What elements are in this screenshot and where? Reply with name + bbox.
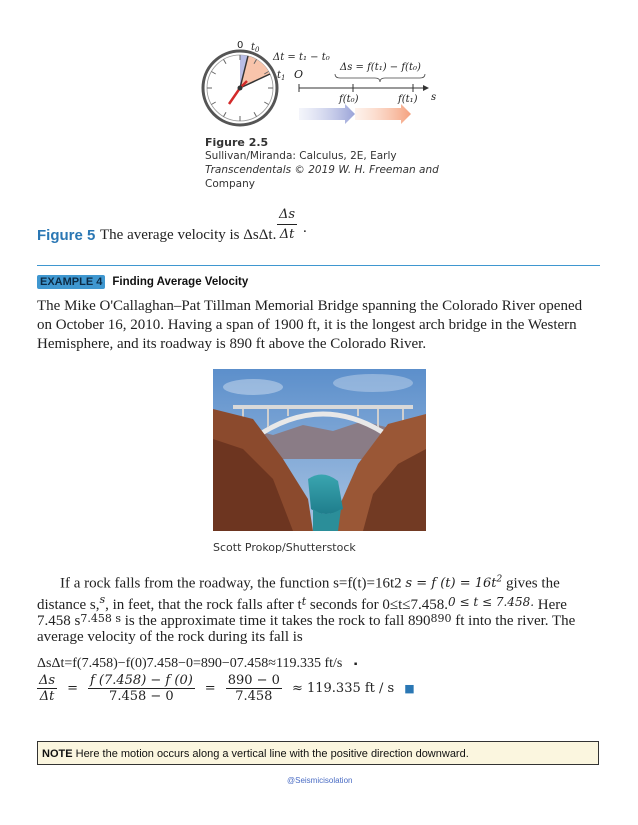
equation-typeset	[37, 673, 415, 704]
eq-frac-2-num: f (7.458) − f (0)	[89, 673, 193, 688]
note-label: NOTE	[42, 748, 73, 760]
note-box	[37, 741, 599, 765]
body-line-1-tail: gives the	[505, 575, 560, 592]
body-line-3-m1: 7.458 s	[80, 612, 121, 625]
eq-frac-1-num: Δs	[39, 673, 56, 688]
eq-frac-2-den: 7.458 − 0	[109, 689, 174, 704]
section-divider	[37, 265, 600, 266]
bridge-photo	[213, 369, 426, 531]
example-paragraph-line: Hemisphere, and its roadway is 890 ft above the Colorado River.	[37, 336, 427, 352]
body-line-2-c: seconds for 0≤t≤7.458.	[309, 597, 449, 613]
eq-frac-3	[226, 673, 282, 704]
figure-caption-line-3: Company	[205, 178, 255, 190]
body-line-2-m2: t	[301, 595, 307, 608]
f-t0-label: f(t₀)	[339, 94, 359, 105]
note-text: Here the motion occurs along a vertical line with the positive direction downward.	[75, 748, 469, 760]
orange-arrow	[355, 104, 411, 124]
equation-end-mark: ▪	[353, 659, 358, 670]
clock-diagram	[195, 36, 445, 136]
delta-s-label: Δs = f(t₁) − f(t₀)	[340, 62, 421, 73]
f-t1-label: f(t₁)	[398, 94, 418, 105]
eq-frac-3-den: 7.458	[235, 689, 273, 704]
photo-credit: Scott Prokop/Shutterstock	[213, 541, 356, 554]
eq-frac-2	[88, 673, 195, 704]
body-line-1-math: s = f $(t) = 16t^2$	[405, 575, 503, 592]
delta-t-label: Δt = t₁ − t₀	[273, 52, 330, 63]
body-line-4: average velocity of the rock during its fall is	[37, 629, 303, 645]
figure5-trail: .	[303, 220, 307, 236]
s-axis-label: s	[431, 92, 437, 103]
eq-equals-1: =	[67, 681, 78, 696]
clock-label-t1: $t_1$	[277, 70, 286, 82]
body-line-2-d: Here	[537, 597, 567, 613]
figure5-fraction	[277, 205, 297, 244]
clock-label-t0: $t_0$	[251, 42, 260, 54]
body-line-2-m1: s	[99, 593, 106, 606]
equation-text-value: ΔsΔt=f(7.458)−f(0)7.458−0=890−07.458≈119.335 ft/s	[37, 656, 343, 671]
equation-text	[37, 654, 357, 674]
watermark: @Seismicisolation	[287, 776, 353, 785]
figure-caption-title: Figure 2.5	[205, 136, 269, 149]
eq-frac-3-num: 890 − 0	[227, 673, 280, 688]
body-line-3-a: 7.458 s	[37, 613, 81, 629]
figure5-text: The average velocity is ΔsΔt.	[100, 227, 277, 243]
eq-approx: ≈ 119.335 ft / s	[291, 681, 395, 696]
figure5-frac-den: Δt	[279, 227, 295, 242]
body-line-1-text: If a rock falls from the roadway, the function s=f(t)=16t2	[60, 575, 402, 592]
body-line-3-m2: 890	[430, 612, 452, 625]
body-line-3-c: ft into the river. The	[455, 613, 576, 629]
example-badge: EXAMPLE 4	[37, 275, 105, 289]
figure-caption-line-2: Transcendentals © 2019 W. H. Freeman and	[205, 164, 439, 176]
figure5-frac-num: Δs	[277, 205, 297, 225]
clock-face	[203, 51, 277, 125]
example-header	[37, 272, 248, 290]
example-paragraph-line: on October 16, 2010. Having a span of 1900 ft, it is the longest arch bridge in the Western	[37, 317, 577, 333]
blue-arrow	[299, 104, 355, 124]
body-line-2-b: , in feet, that the rock falls after t	[105, 597, 302, 613]
origin-label: O	[294, 68, 304, 81]
body-line-2-m3: 0 ≤ t ≤ 7.458.	[448, 595, 535, 609]
figure5-label: Figure 5	[37, 227, 96, 244]
example-title: Finding Average Velocity	[112, 276, 249, 288]
figure5-caption	[37, 207, 597, 247]
example-paragraph-line: The Mike O'Callaghan–Pat Tillman Memorial Bridge spanning the Colorado River opened	[37, 298, 583, 314]
example-paragraph	[37, 297, 602, 354]
figure-caption-line-1: Sullivan/Miranda: Calculus, 2E, Early	[205, 150, 397, 162]
body-line-3-b: is the approximate time it takes the rock to fall 890	[124, 613, 431, 629]
clock-label-zero: 0	[237, 40, 244, 51]
eq-frac-1-den: Δt	[39, 689, 55, 704]
body-line-2-a: distance s,	[37, 597, 100, 613]
eq-end-square: ■	[404, 682, 415, 695]
eq-equals-2: =	[204, 681, 216, 696]
eq-frac-1	[37, 673, 57, 704]
figure-2-5	[195, 36, 445, 196]
